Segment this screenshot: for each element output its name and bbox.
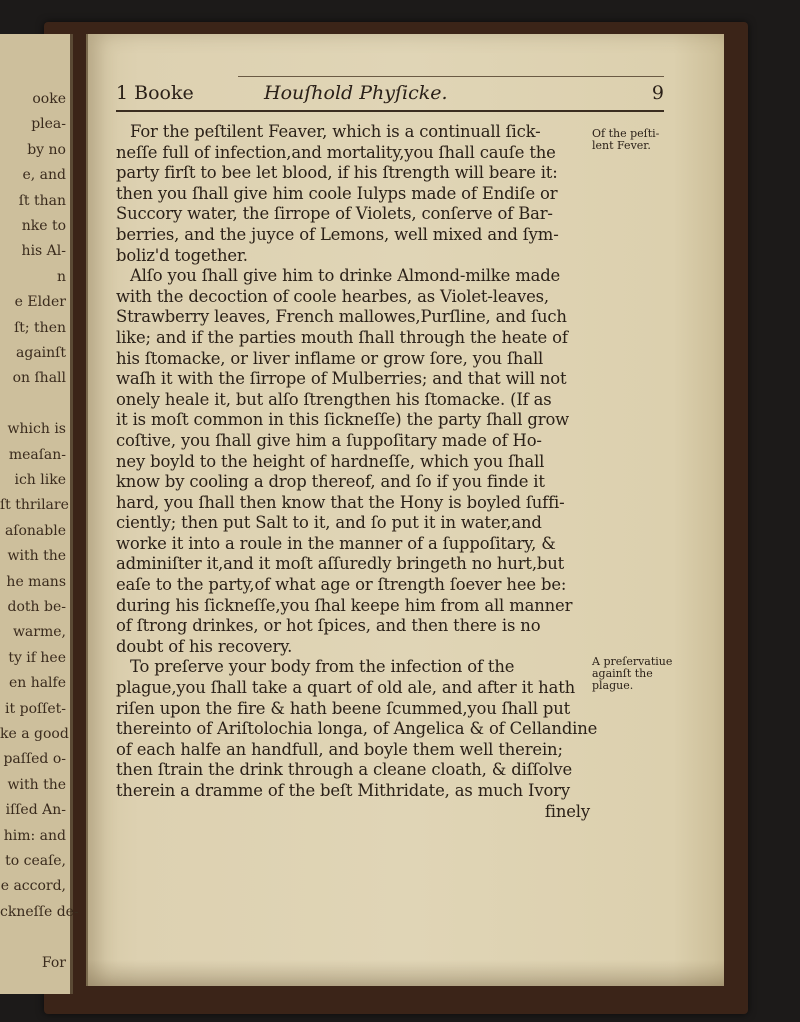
text-line: eaſe to the party,of what age or ſtrength ſoever hee be: bbox=[116, 575, 567, 595]
left-page-fragment: againſt bbox=[16, 345, 66, 361]
left-page-fragment: with the bbox=[7, 548, 66, 565]
left-page-fragment: n bbox=[56, 268, 66, 285]
left-page-fragment: For bbox=[41, 954, 66, 971]
body-text bbox=[116, 122, 598, 822]
left-page-fragment: plea- bbox=[31, 116, 66, 133]
left-page-fragment: ſt; then bbox=[14, 319, 66, 336]
left-page-fragment: to ceaſe, bbox=[5, 853, 66, 869]
text-line: Strawberry leaves, French mallowes,Purſline, and ſuch bbox=[116, 307, 567, 327]
text-line: onely heale it, but alſo ſtrengthen his ſtomacke. (If as bbox=[116, 389, 552, 409]
text-line: neſſe full of infection,and mortality,you ſhall cauſe the bbox=[116, 142, 556, 162]
text-line: ney boyld to the height of hardneſſe, which you ſhall bbox=[116, 451, 545, 471]
left-page-fragment: ſt than bbox=[18, 192, 66, 209]
left-page-fragment: his Al- bbox=[21, 243, 66, 260]
text-line: Alſo you ſhall give him to drinke Almond-milke made bbox=[130, 266, 561, 286]
left-page-fragment: warme, bbox=[12, 624, 66, 641]
left-facing-page bbox=[0, 34, 79, 994]
text-line: Succory water, the ſirrope of Violets, conſerve of Bar- bbox=[116, 204, 553, 224]
left-page-fragment: e Elder bbox=[14, 294, 66, 311]
text-line: thereinto of Ariſtolochia longa, of Angelica & of Cellandine bbox=[116, 719, 598, 739]
left-page-fragment: iſſed An- bbox=[5, 802, 66, 819]
sidenote-line: Of the peſti- bbox=[592, 127, 660, 140]
left-page-fragment: ckneſſe de- bbox=[0, 903, 79, 920]
sidenote-line: plague. bbox=[592, 679, 634, 692]
sidenote-line: lent Fever. bbox=[592, 139, 651, 152]
left-page-fragment: it poſſet- bbox=[5, 700, 66, 717]
left-page-fragment: on ſhall bbox=[12, 370, 66, 387]
head-rule bbox=[116, 110, 664, 112]
text-line: plague,you ſhall take a quart of old ale, and after it hath bbox=[116, 678, 576, 698]
left-page-fragment: en halfe bbox=[8, 675, 66, 692]
left-page-fragment: he mans bbox=[6, 573, 66, 590]
text-line: berries, and the juyce of Lemons, well mixed and ſym- bbox=[116, 224, 559, 244]
left-page-fragment: ooke bbox=[32, 91, 66, 107]
head-rule-top bbox=[238, 76, 664, 77]
text-line: coſtive, you ſhall give him a ſuppoſitary made of Ho- bbox=[116, 430, 542, 450]
text-line: party firſt to bee let blood, if his ſtrength will beare it: bbox=[116, 163, 558, 183]
sidenote-plague-preservative bbox=[592, 656, 672, 692]
text-line: like; and if the parties mouth ſhall through the heate of bbox=[116, 327, 568, 347]
text-line: worke it into a roule in the manner of a ſuppoſitary, & bbox=[116, 533, 556, 553]
book-page bbox=[86, 34, 724, 986]
left-page-fragment: ſt thrilare bbox=[0, 497, 69, 514]
sidenote-line: A preſervatiue bbox=[592, 655, 673, 668]
text-line: know by cooling a drop thereof, and ſo if you finde it bbox=[116, 472, 545, 492]
left-page-fragment: him: and bbox=[3, 827, 66, 844]
left-page-fragment: doth be- bbox=[7, 599, 66, 615]
text-line: hard, you ſhall then know that the Hony is boyled ſuffi- bbox=[116, 492, 565, 512]
left-page-fragment: by no bbox=[27, 141, 66, 158]
left-page-fragment: with the bbox=[7, 776, 66, 793]
left-page-fragment: ty if hee bbox=[8, 649, 66, 666]
text-line: of ſtrong drinkes, or hot ſpices, and then there is no bbox=[116, 616, 541, 636]
text-line: therein a dramme of the beſt Mithridate, as much Ivory bbox=[116, 781, 570, 800]
text-line: finely bbox=[544, 801, 590, 821]
running-title: Houſhold Phyſicke. bbox=[264, 82, 448, 104]
book-number: 1 Booke bbox=[116, 82, 194, 104]
left-page-fragment: e accord, bbox=[0, 878, 66, 895]
left-page-fragment: ich like bbox=[14, 472, 66, 488]
text-line: For the peſtilent Feaver, which is a continuall ſick- bbox=[130, 122, 541, 141]
text-line: it is moſt common in this ſickneſſe) the party ſhall grow bbox=[116, 410, 570, 430]
text-line: waſh it with the ſirrope of Mulberries; and that will not bbox=[116, 369, 567, 389]
left-page-fragment: ke a good bbox=[0, 726, 69, 742]
text-line: adminiſter it,and it moſt aſſuredly bringeth no hurt,but bbox=[116, 554, 565, 574]
left-page-fragment: paſſed o- bbox=[3, 751, 66, 768]
sidenote-pestilent-fever bbox=[592, 128, 672, 152]
left-page-fragment: aſonable bbox=[4, 522, 66, 539]
left-page-fragment: meaſan- bbox=[8, 446, 66, 463]
text-line: his ſtomacke, or liver inflame or grow ſore, you ſhall bbox=[116, 348, 544, 368]
sidenote-line: againſt the bbox=[592, 667, 653, 680]
text-line: during his ſickneſſe,you ſhal keepe him from all manner bbox=[116, 595, 573, 615]
left-page-fragment: nke to bbox=[21, 218, 66, 234]
text-line: of each halfe an handfull, and boyle them well therein; bbox=[116, 739, 563, 759]
left-page-fragment: e, and bbox=[22, 167, 66, 184]
text-line: then you ſhall give him coole Iulyps made of Endiſe or bbox=[116, 183, 558, 203]
page-number: 9 bbox=[651, 82, 664, 104]
text-line: To preſerve your body from the infection of the bbox=[130, 657, 515, 677]
text-line: riſen upon the fire & hath beene ſcummed,you ſhall put bbox=[116, 698, 571, 718]
text-line: with the decoction of coole hearbes, as Violet-leaves, bbox=[116, 286, 549, 306]
text-line: boliz'd together. bbox=[116, 245, 248, 265]
left-page-fragment: which is bbox=[7, 421, 66, 438]
page-shadow bbox=[88, 960, 724, 986]
text-line: doubt of his recovery. bbox=[116, 636, 293, 656]
running-head bbox=[116, 78, 664, 106]
text-line: then ſtrain the drink through a cleane cloath, & diſſolve bbox=[116, 760, 573, 780]
left-page-text-fragments bbox=[0, 34, 79, 994]
text-line: ciently; then put Salt to it, and ſo put it in water,and bbox=[116, 513, 542, 533]
